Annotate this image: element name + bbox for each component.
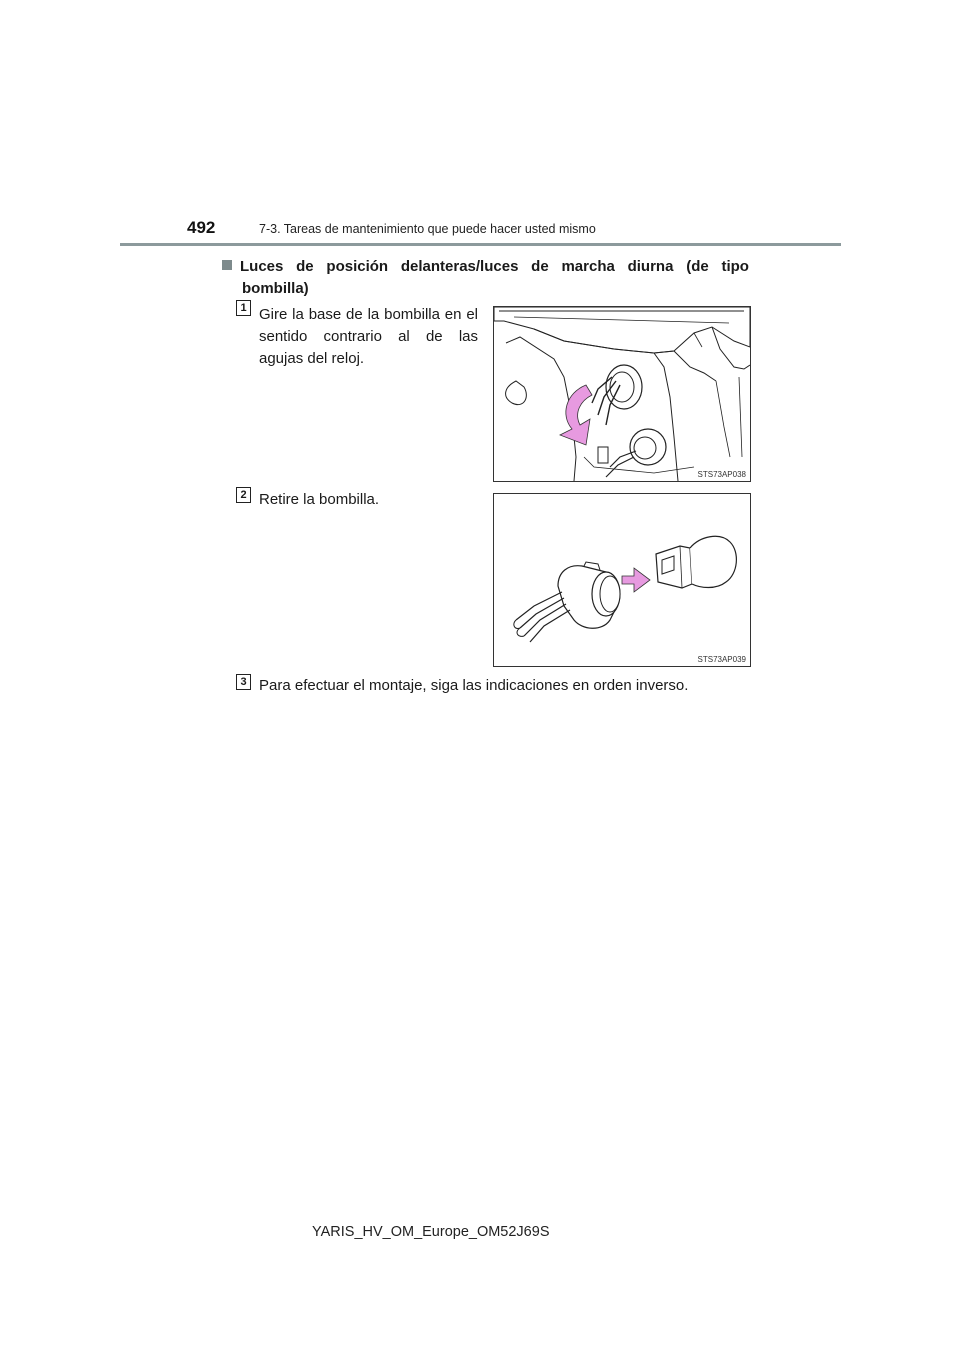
page-number: 492 <box>187 218 216 237</box>
title-word: delanteras/luces <box>400 258 519 275</box>
header-rule <box>120 243 841 246</box>
title-word: diurna <box>627 258 674 275</box>
title-word: posición <box>326 258 389 275</box>
title-word: de <box>531 258 549 275</box>
step-1-line-2: sentido contrario al de las <box>259 328 478 345</box>
step-2-number: 2 <box>236 487 251 503</box>
title-bullet-line <box>222 256 283 278</box>
step-1-number: 1 <box>236 300 251 316</box>
step-1-text <box>259 304 478 370</box>
title-word: de <box>296 258 314 275</box>
figure-rotate-bulb-base <box>493 306 751 482</box>
step-1-line-1: Gire la base de la bombilla en el <box>259 306 478 323</box>
title-word: Luces <box>240 258 284 275</box>
document-footer: YARIS_HV_OM_Europe_OM52J69S <box>312 1224 550 1240</box>
square-bullet-icon <box>222 260 232 270</box>
headlight-housing-illustration <box>494 307 750 481</box>
figure-code: STS73AP038 <box>697 470 746 479</box>
step-3-number: 3 <box>236 674 251 690</box>
title-line-2: bombilla) <box>242 280 309 297</box>
title-word: marcha <box>561 258 615 275</box>
section-title <box>222 256 749 300</box>
step-1-line-3: agujas del reloj. <box>259 350 365 367</box>
bulb-removal-illustration <box>494 494 750 666</box>
figure-code: STS73AP039 <box>697 655 746 664</box>
title-word: (de <box>686 258 709 275</box>
figure-remove-bulb <box>493 493 751 667</box>
section-header: 7-3. Tareas de mantenimiento que puede hacer usted mismo <box>259 222 596 236</box>
step-3-text: Para efectuar el montaje, siga las indicaciones en orden inverso. <box>259 677 689 694</box>
step-2-text: Retire la bombilla. <box>259 491 380 508</box>
title-word: tipo <box>721 258 749 275</box>
